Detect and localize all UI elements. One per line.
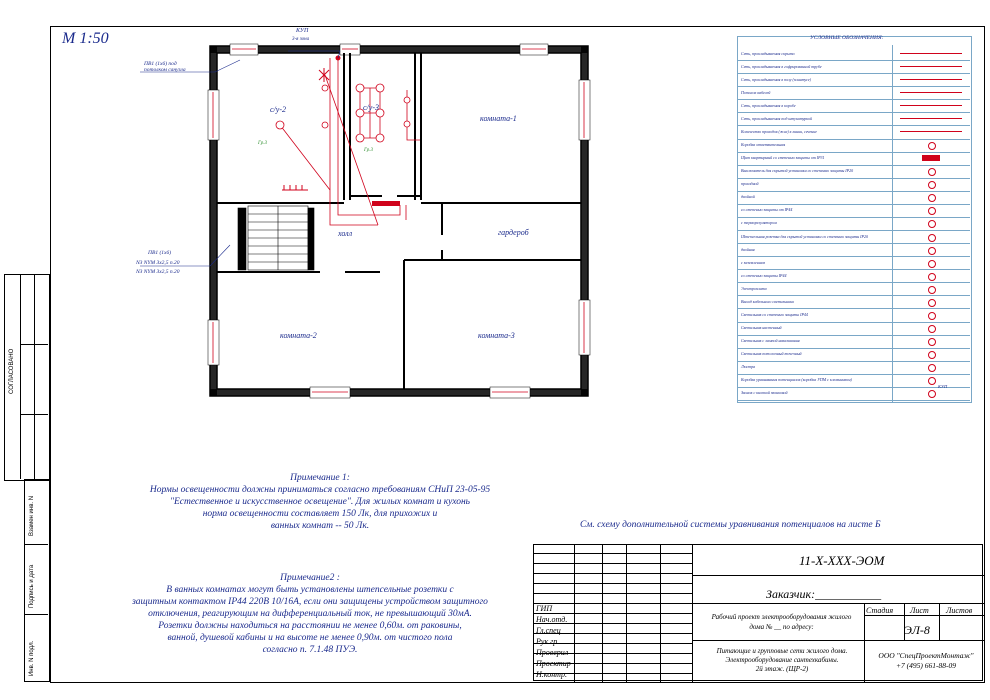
note1-line: ванных комнат -- 50 Лк. [270,521,370,531]
legend-symbol [928,351,936,359]
company-phone: +7 (495) 661-88-09 [895,661,957,670]
title-block [533,544,983,681]
stamp-title3: 2й этаж. (ЩР-2) [755,665,809,673]
stamp-role: Рук.гр. [536,637,560,646]
legend-row [738,204,970,218]
note1-line: "Естественное и искусственное освещение". Для жилых комнат и кухонь [169,497,471,507]
stamp-role: Проектир [536,659,571,668]
stamp-title1: Питающие и групповые сети жилого дома. [716,647,848,655]
legend-row [738,269,970,283]
legend-symbol [928,260,936,268]
legend-row [738,112,970,126]
stamp-title2: Электрооборудование сантехкабины. [725,656,839,664]
kup-sub: 3-я зона [292,37,310,42]
stamp-line [534,563,692,564]
stamp-role: ГИП [536,604,553,613]
sheet-code: ЭЛ-8 [904,623,930,637]
legend-symbol [928,286,936,294]
stamp-line [939,603,940,640]
legend-row [738,348,970,362]
legend-row [738,125,970,139]
legend-symbol [900,105,962,106]
kup-label: КУП [296,28,309,34]
heater-marks [282,185,308,190]
legend-row [738,73,970,87]
stamp-line [534,680,692,681]
note2-line: Розетки должны находиться на расстоянии не менее 0,60м. от раковины, [158,621,462,631]
note2-line: отключения, реагирующим на дифференциальный ток, не превышающий 30мА. [148,609,472,619]
legend-title: УСЛОВНЫЕ ОБОЗНАЧЕНИЯ: [810,35,884,41]
legend-item-label: Выход кабельного светильника [741,298,794,304]
room-1: комната-1 [480,114,517,123]
legend-row [738,86,970,100]
stairs [238,206,314,270]
stamp-line [692,640,984,641]
note2-line: защитным контактом IP44 220В 10/16А, если они защищены устройством защитного [132,597,488,607]
legend-symbol [900,131,962,132]
legend-symbol [900,53,962,54]
star-symbol [319,68,329,82]
legend-symbol [900,118,962,119]
interior-walls [217,53,581,389]
stamp-line [534,573,692,574]
legend-symbol [928,364,936,372]
legend-item-label: Сеть, прокладываемая в гофрированной трубе [741,63,822,69]
legend-row [738,308,970,322]
replaced-label: Взамен инв. N [29,495,35,536]
legend-row [738,295,970,309]
stamp-role: Нач.отд. [536,615,568,624]
legend-symbol [928,207,936,215]
legend-item-label: Потолок кабелей [741,89,771,95]
legend-item-label: двойной [741,194,755,200]
stamp-customer: Заказчик:___________ [766,587,882,601]
stamp-line [692,575,984,576]
legend-symbol [900,92,962,93]
legend-symbol [928,234,936,242]
note1-line: Нормы освещенности должны приниматься согласно требованиям СНиП 23-05-95 [149,485,491,495]
note2-line: В ванных комнатах могут быть установлены штепсельные розетки с [166,585,454,595]
callout-pv1-top2: потолком санузла [144,67,186,73]
legend-row [738,387,970,401]
legend-item-label: с заземлением [741,259,765,265]
legend-item-label: со степенью защиты IP44 [741,272,787,278]
sheets-header: Листов [946,606,973,615]
legend-symbol [928,338,936,346]
legend-kup-sym: КУП [938,384,948,389]
legend-item-label: Сеть, прокладываемая в полу (плинтусе) [741,76,811,82]
legend-item-label: Светильник настенный [741,325,782,331]
legend-row [738,47,970,61]
note1 [60,472,580,532]
legend-row [738,60,970,74]
signdate-label: Подпись и дата [29,564,35,608]
note2-line: ванной, душевой кабины и на высоте не менее 0,90м. от чистого пола [167,633,453,643]
note1-title: Примечание 1: [290,473,350,483]
note1-line: норма освещенности составляет 150 Лк, для прихожих и [202,509,438,519]
legend-row [738,243,970,257]
legend-symbol [928,299,936,307]
legend-item-label: двойная [741,246,755,252]
legend-row [738,282,970,296]
note2-line: согласно п. 7.1.48 ПУЭ. [262,645,358,655]
stamp-line [534,603,692,604]
legend-symbol [928,168,936,176]
outer-walls [210,46,588,396]
floor-plan [120,20,600,405]
sheet-header: Лист [910,606,929,615]
legend-item-label: Люстра [741,364,756,370]
legend-item-label: Количество проводов (жил) в линии, сечение [741,128,817,134]
legend-symbol [928,390,936,398]
stamp-line [534,593,692,594]
legend [737,36,972,403]
legend-symbol [928,142,936,150]
inv-label: Инв. N подл. [29,640,35,676]
see-note: См. схему дополнительной системы уравнивания потенциалов на листе Б [580,520,881,530]
legend-row [738,139,970,153]
stamp-line [602,545,603,682]
stamp-line [534,613,692,614]
stamp-role: Гл.спец [536,626,561,635]
legend-symbol [928,194,936,202]
legend-item-label: Сеть, прокладываемая под штукатуркой [741,115,812,121]
legend-row [738,99,970,113]
callout-nym1: N3 NYM 3х2,5 п.20 [136,260,180,266]
wall-fill [210,46,588,396]
legend-symbol [900,79,962,80]
callout-pv1-top: ПВ1 (1х6) под [144,61,177,67]
legend-row [738,217,970,231]
stamp-line [864,615,984,616]
legend-item-label: Звонок с кнопкой звонковой [741,390,788,396]
stamp-line [692,603,984,604]
legend-item-label: Светильник со степенью защиты IP44 [741,312,808,317]
legend-item-label: Выключатель для скрытой установки со степенью защиты IP20 [741,168,854,174]
legend-item-label: со степенью защиты от IP44 [741,207,793,213]
legend-item-label: с терморегулятором [741,220,777,226]
company-name: ООО "СпецПроектМонтаж" [878,651,974,660]
legend-row [738,374,970,388]
project-desc2: дома № __ по адресу: [749,623,814,631]
stamp-line [574,545,575,682]
stamp-line [534,583,692,584]
legend-row [738,165,970,179]
legend-symbol [928,377,936,385]
agreed-label: СОГЛАСОВАНО [9,348,15,394]
legend-symbol [928,220,936,228]
legend-symbol [928,247,936,255]
legend-item-label: Светильник потолочный точечный [741,351,802,357]
room-hall: холл [338,229,353,238]
room-2: комната-2 [280,331,317,340]
room-su3: с/у-3 [363,103,379,112]
legend-row [738,152,970,166]
legend-item-label: Сеть, прокладываемая скрыто [741,50,795,56]
stamp-line [534,553,692,554]
legend-item-label: Коробка ответвительная [741,142,786,148]
group-tag-a: Гр.3 [258,141,267,146]
room-wardrobe: гардероб [498,228,529,237]
note2 [40,572,580,656]
legend-symbol [922,155,940,161]
legend-item-label: Сеть, прокладываемая в коробе [741,102,796,108]
note2-title: Примечание2 : [280,573,340,583]
legend-row [738,361,970,375]
scale-label: М 1:50 [62,30,109,47]
legend-item-label: проходной [741,181,759,187]
legend-row [738,178,970,192]
stamp-code: 11-Х-ХХХ-ЭОМ [799,553,885,568]
legend-item-label: Щит квартирный со степенью защиты от IP31 [741,155,825,161]
panel-shield [372,201,400,206]
stamp-line [626,545,627,682]
legend-symbol [928,273,936,281]
legend-item-label: Штепсельная розетка для скрытой установки со степенью защиты IP20 [741,233,868,239]
room-su2: с/у-2 [270,105,286,114]
stamp-role: Проверил [536,648,569,657]
legend-row [738,335,970,349]
legend-symbol [900,66,962,67]
legend-symbol [928,325,936,333]
legend-item-label: Электроплита [741,285,767,291]
stamp-line [660,545,661,682]
legend-row [738,191,970,205]
legend-symbol [928,312,936,320]
legend-row [738,256,970,270]
project-desc1: Рабочий проект электрооборудования жилого [711,613,852,621]
windows [208,44,590,398]
group-tag-b: Гр.3 [364,148,373,153]
stamp-role: Н.контр. [536,670,567,679]
callout-nym2: N3 NYM 3х2,5 п.20 [136,269,180,275]
legend-item-label: Коробка уравнивания потенциалов (коробка УПМ с клеммником) [741,377,852,383]
legend-item-label: Светильник с лампой накаливания [741,338,800,344]
stage-header: Стадия [866,606,894,615]
legend-row [738,230,970,244]
room-3: комната-3 [478,331,515,340]
legend-symbol [928,181,936,189]
legend-row [738,322,970,336]
callout-pv1-left: ПВ1 (1х6) [148,250,172,256]
